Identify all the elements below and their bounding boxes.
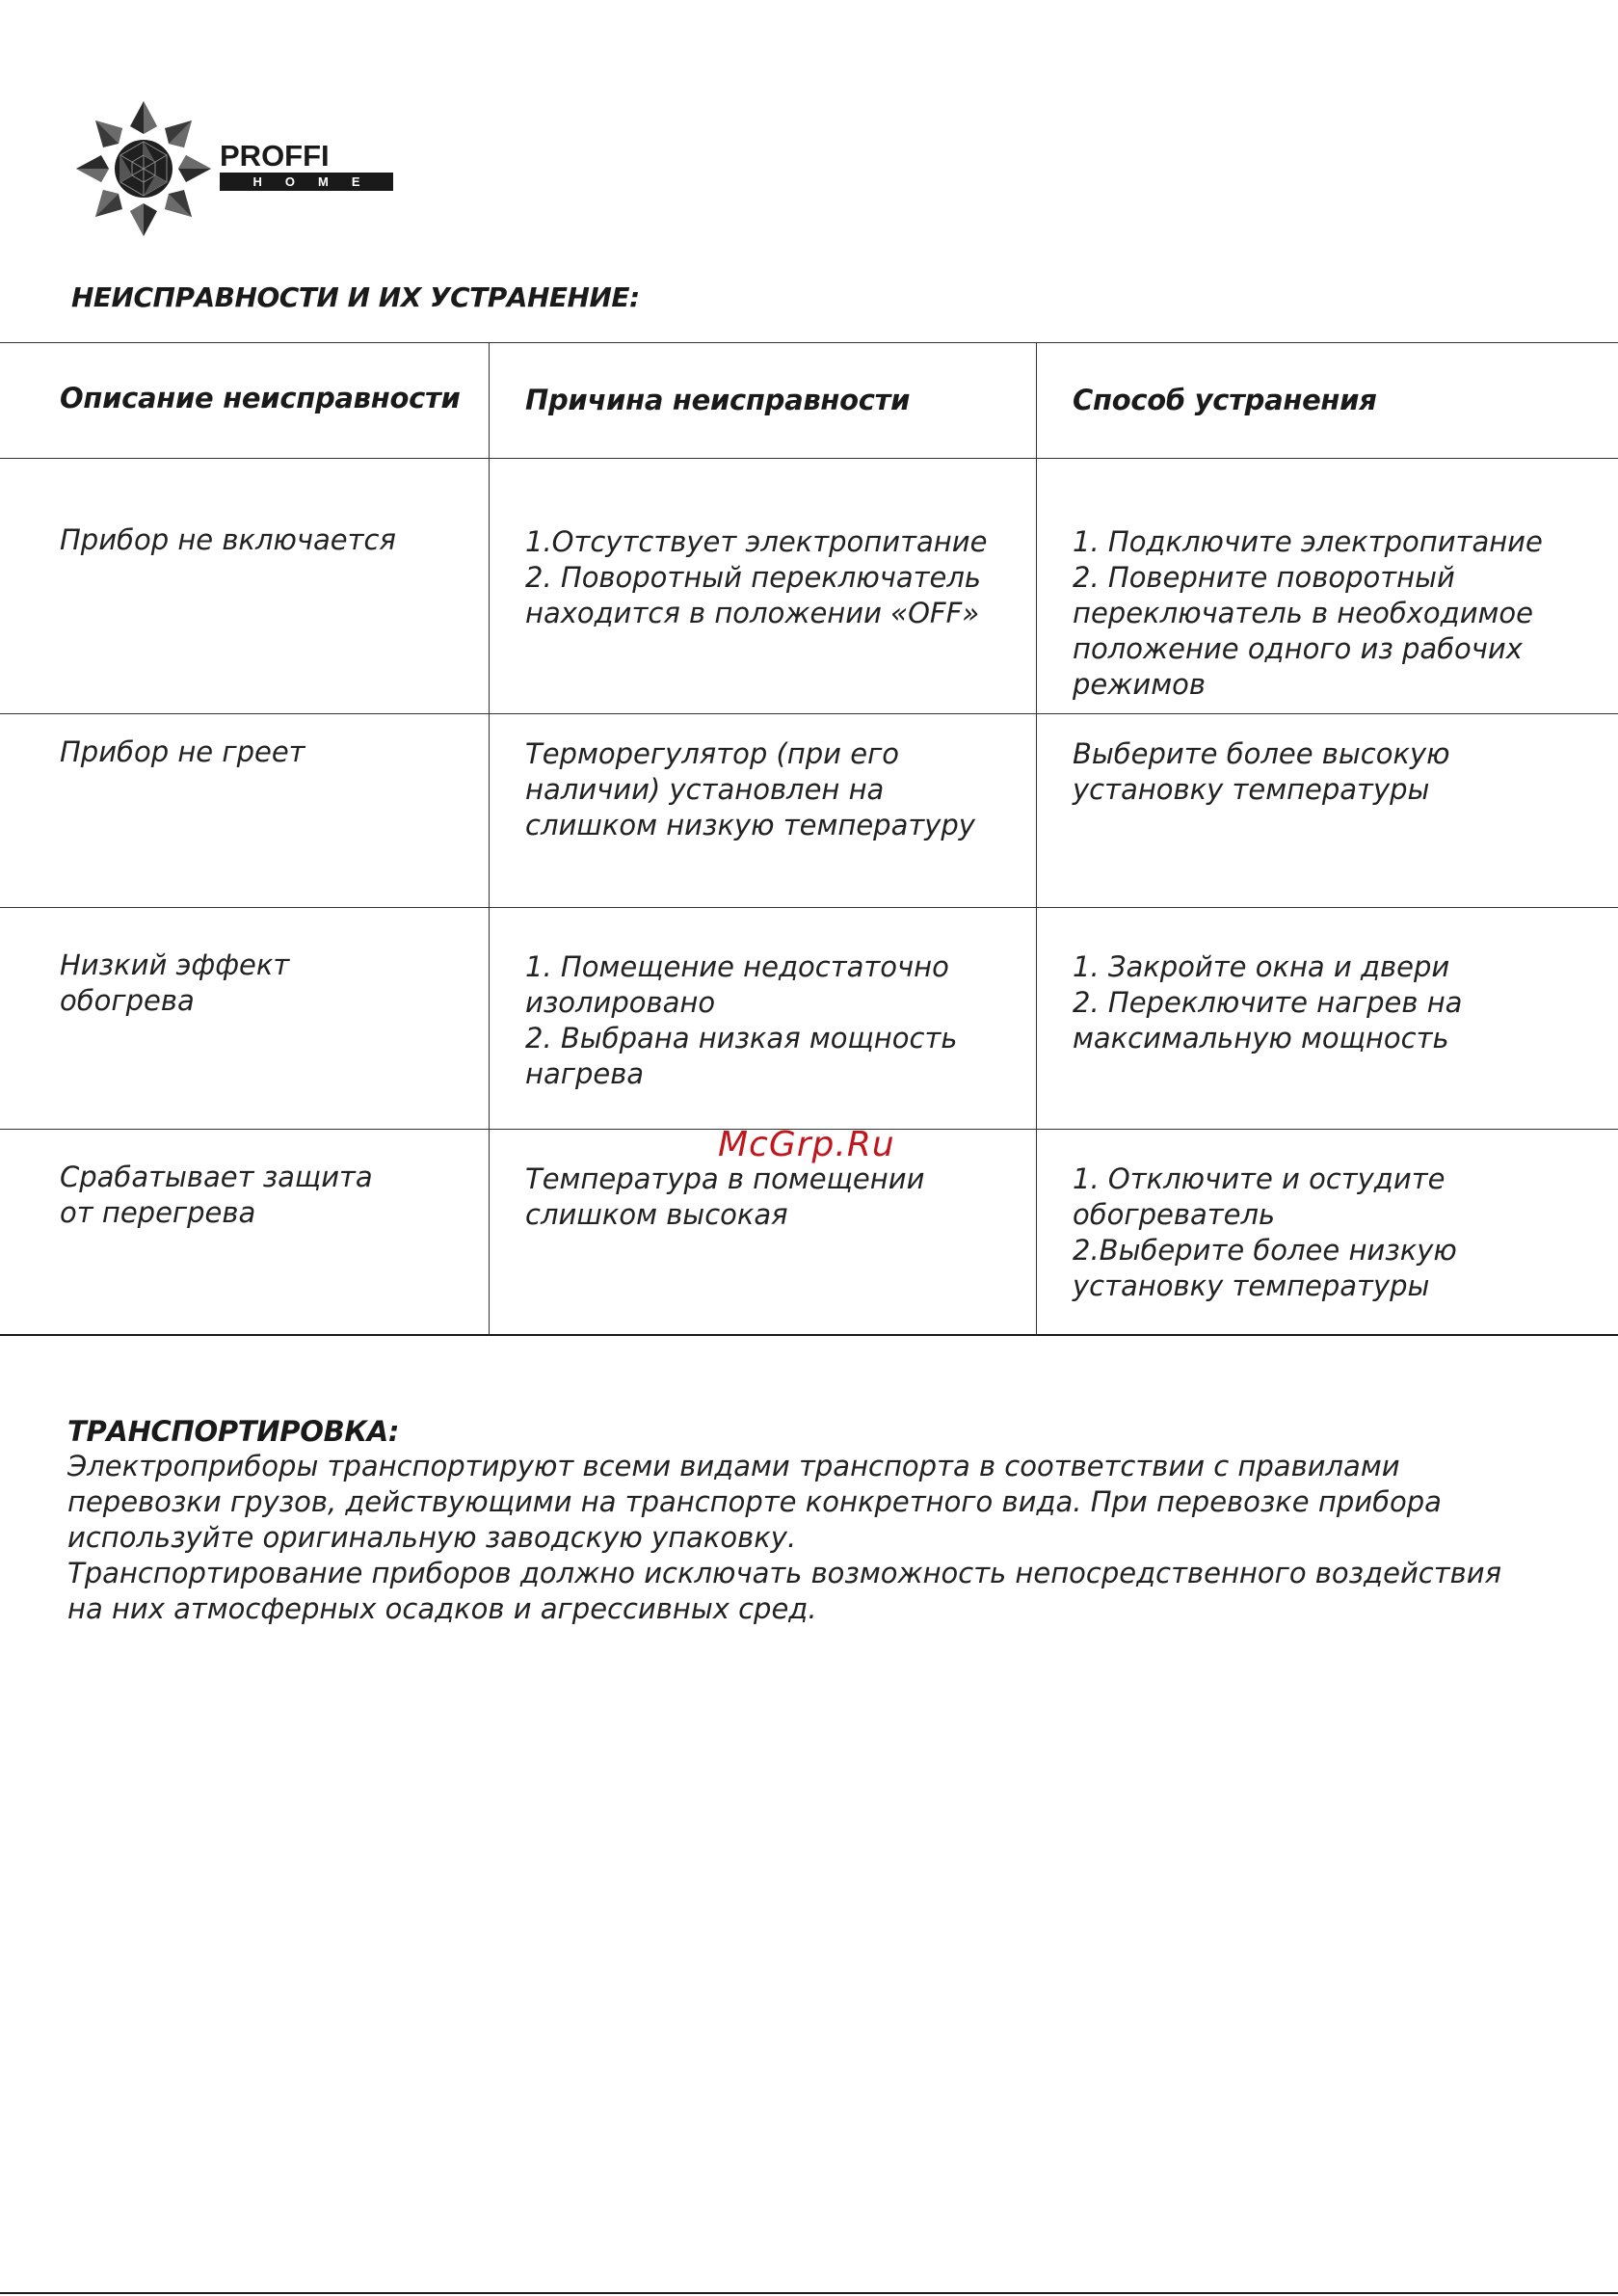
transport-text: Электроприборы транспортируют всеми видами транспорта в соответствии с правилами перевозки грузов, действующими на транспорте конкретного вида. При перевозке прибора используйте оригинальную заводскую упаковку. Транспортирование приборов должно исключать возможность непосредственного воздействия на них атмосферных осадков и агрессивных сред. [67,1450,1502,1625]
table-cell-problem: Низкий эффект обогрева [60,948,290,1017]
table-cell-problem: Срабатывает защита от перегрева [60,1161,373,1229]
watermark: McGrp.Ru [718,1125,895,1164]
table-header-remedy: Способ устранения [1073,384,1377,416]
table-cell-remedy: Выберите более высокую установку температуры [1073,737,1450,806]
brand-logo [75,100,403,237]
table-cell-cause: Температура в помещении слишком высокая [525,1162,925,1231]
table-cell-cause: 1. Помещение недостаточно изолировано 2. Выбрана низкая мощность нагрева [525,950,958,1090]
brand-sub: HOME [220,173,393,191]
page-bottom-rule [0,2292,1618,2294]
sun-logo-icon [75,100,212,237]
table-rule [0,713,1618,714]
table-cell-cause: Терморегулятор (при его наличии) установлен на слишком низкую температуру [525,737,975,841]
table-rule [0,342,1618,343]
table-column-rule [1036,342,1037,1335]
table-cell-cause: 1.Отсутствует электропитание 2. Поворотный переключатель находится в положении «OFF» [525,525,988,629]
table-cell-problem: Прибор не греет [60,735,305,768]
brand-name: PROFFI [220,139,330,173]
table-rule [0,1334,1618,1336]
table-rule [0,907,1618,908]
table-cell-remedy: 1. Закройте окна и двери 2. Переключите нагрев на максимальную мощность [1073,950,1463,1055]
table-cell-remedy: 1. Отключите и остудите обогреватель 2.Выберите более низкую установку температуры [1073,1162,1457,1302]
troubleshooting-table [0,342,1618,1335]
table-cell-remedy: 1. Подключите электропитание 2. Поверните поворотный переключатель в необходимое положение одного из рабочих режимов [1073,525,1543,701]
table-cell-problem: Прибор не включается [60,523,396,556]
transport-title: ТРАНСПОРТИРОВКА: [67,1415,400,1448]
section-title: НЕИСПРАВНОСТИ И ИХ УСТРАНЕНИЕ: [71,281,640,313]
table-header-problem: Описание неисправности [60,382,461,414]
table-column-rule [489,342,490,1335]
table-rule [0,458,1618,459]
table-header-cause: Причина неисправности [525,384,911,416]
